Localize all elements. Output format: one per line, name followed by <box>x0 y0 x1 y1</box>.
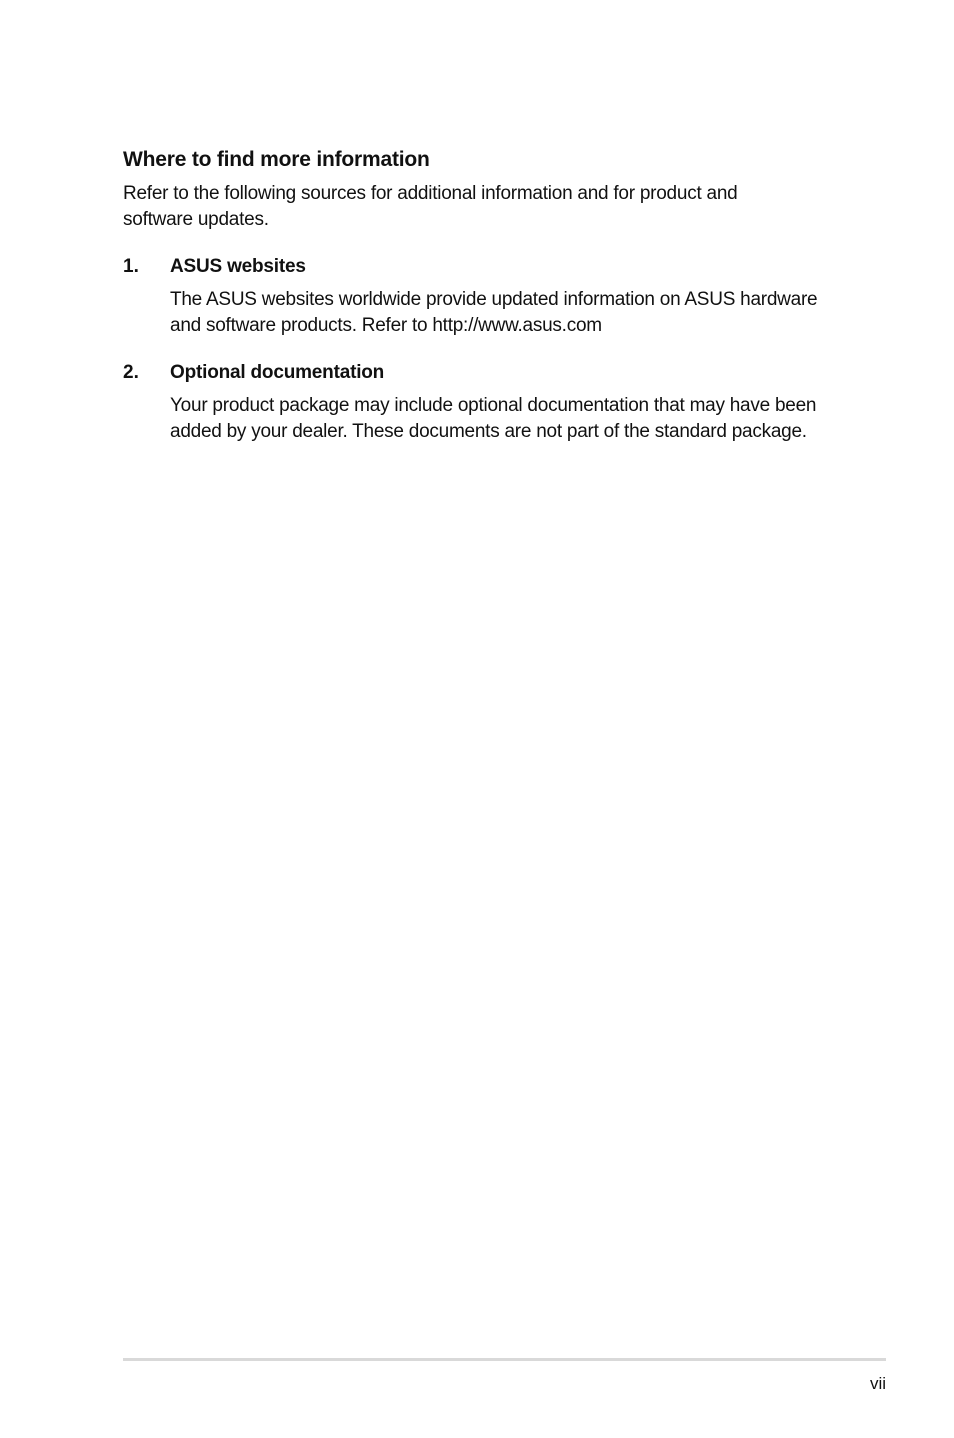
list-item-body: The ASUS websites worldwide provide updated information on ASUS hardware and software products. Refer to http://www.asus.com <box>170 289 818 336</box>
list-item-number: 1. <box>123 256 139 277</box>
list-item <box>123 360 823 444</box>
page-number: vii <box>869 1374 886 1393</box>
list-item-heading: ASUS websites <box>170 256 306 277</box>
list-item-heading: Optional documentation <box>170 362 385 383</box>
list-item-number: 2. <box>123 362 139 383</box>
list-item-body: Your product package may include optional documentation that may have been added by your dealer. These documents are not part of the standard package. <box>170 395 817 442</box>
footer-divider <box>123 1358 886 1361</box>
section-intro: Refer to the following sources for additional information and for product and software updates. <box>123 183 738 230</box>
section-title: Where to find more information <box>123 148 430 171</box>
page-content <box>123 145 823 444</box>
list-item <box>123 254 823 338</box>
